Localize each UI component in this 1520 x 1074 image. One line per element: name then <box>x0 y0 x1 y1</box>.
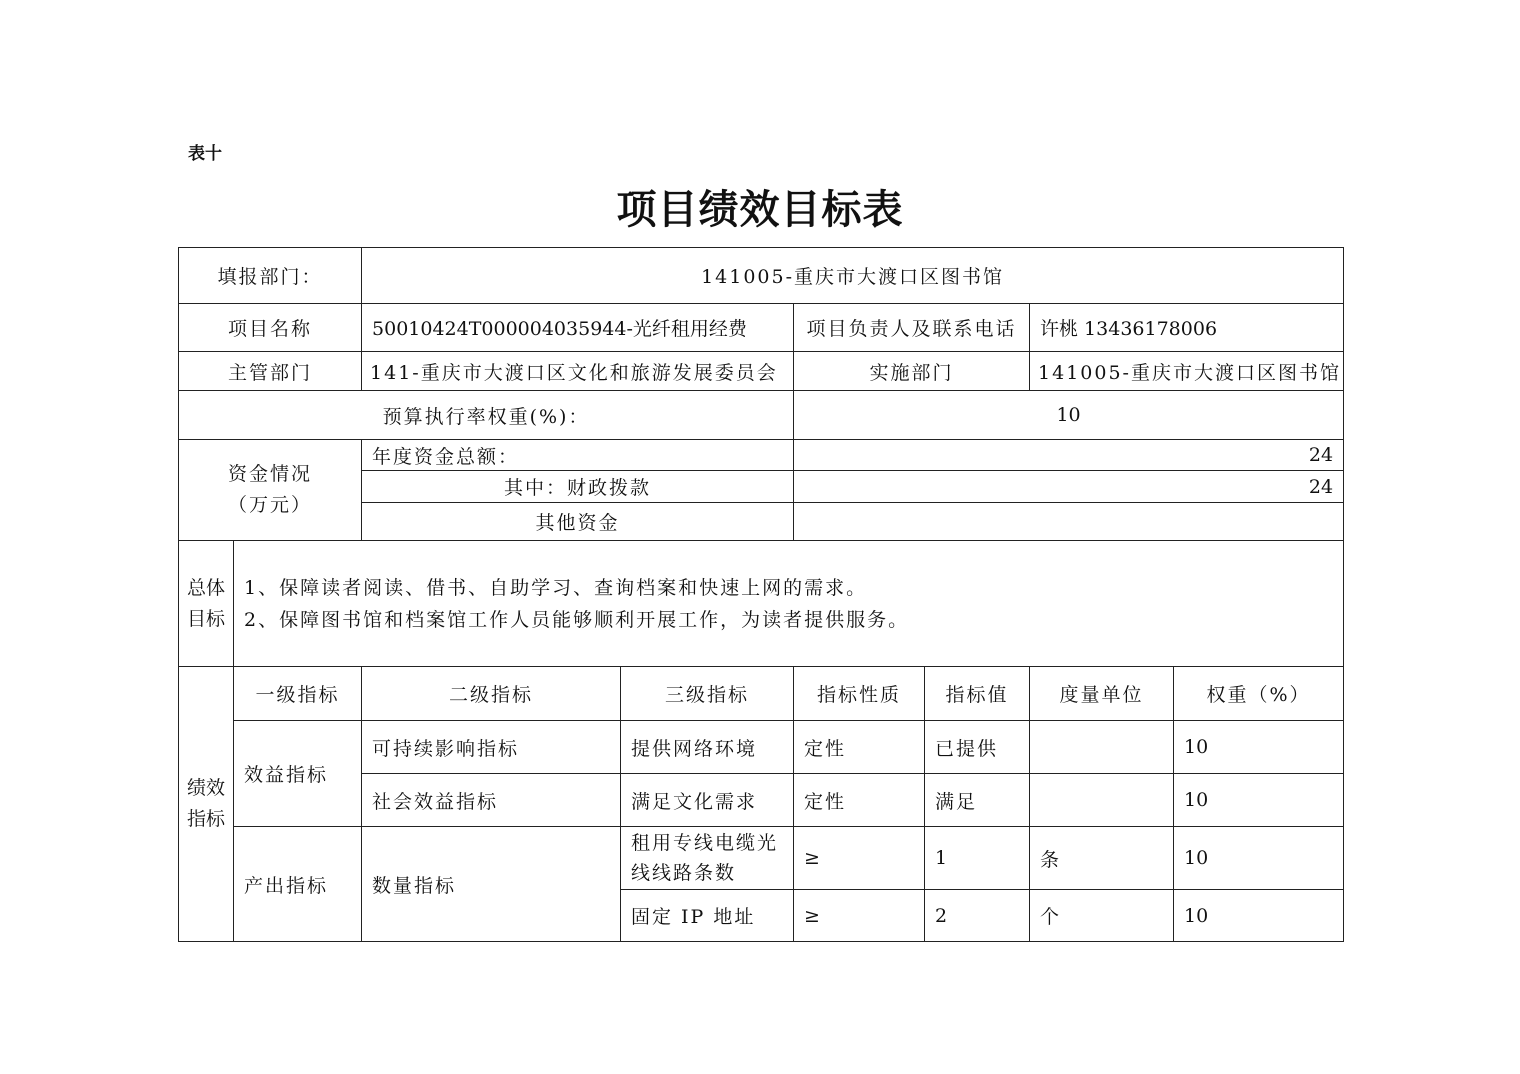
performance-target-table <box>178 247 1344 942</box>
row-nature: 定性 <box>794 721 925 774</box>
row-l2: 数量指标 <box>362 827 621 942</box>
overall-goal-line2: 2、保障图书馆和档案馆工作人员能够顺利开展工作，为读者提供服务。 <box>244 608 910 631</box>
supervisor-dept-label: 主管部门 <box>179 352 362 391</box>
header-l2: 二级指标 <box>362 667 621 721</box>
row-nature: 定性 <box>794 774 925 827</box>
funds-label-line1: 资金情况 <box>228 463 313 485</box>
row-nature: ≥ <box>794 827 925 890</box>
project-owner-label: 项目负责人及联系电话 <box>794 304 1030 352</box>
report-dept-value: 141005-重庆市大渡口区图书馆 <box>362 248 1344 304</box>
impl-dept-label: 实施部门 <box>794 352 1030 391</box>
header-nature: 指标性质 <box>794 667 925 721</box>
funds-total-label: 年度资金总额： <box>362 440 794 471</box>
report-dept-label: 填报部门： <box>179 248 362 304</box>
table-tag: 表十 <box>188 144 222 164</box>
row-unit <box>1030 774 1174 827</box>
row-value: 1 <box>925 827 1030 890</box>
row-unit <box>1030 721 1174 774</box>
overall-goal-line1: 1、保障读者阅读、借书、自助学习、查询档案和快速上网的需求。 <box>244 576 868 599</box>
funds-total-value: 24 <box>794 440 1344 471</box>
project-name-label: 项目名称 <box>179 304 362 352</box>
budget-weight-value: 10 <box>794 391 1344 440</box>
header-weight: 权重（%） <box>1174 667 1344 721</box>
table-row <box>179 827 1344 890</box>
row-weight: 10 <box>1174 721 1344 774</box>
row-weight: 10 <box>1174 890 1344 942</box>
row-l1: 效益指标 <box>234 721 362 827</box>
row-weight: 10 <box>1174 827 1344 890</box>
funds-label-line2: （万元） <box>228 494 313 516</box>
funds-fiscal-value: 24 <box>794 471 1344 503</box>
row-l3: 固定 IP 地址 <box>621 890 794 942</box>
row-l3: 租用专线电缆光线线路条数 <box>621 827 794 890</box>
header-l1: 一级指标 <box>234 667 362 721</box>
row-weight: 10 <box>1174 774 1344 827</box>
row-nature: ≥ <box>794 890 925 942</box>
indicators-label: 绩效指标 <box>179 667 234 942</box>
project-name-value: 50010424T000004035944-光纤租用经费 <box>362 304 794 352</box>
supervisor-dept-value: 141-重庆市大渡口区文化和旅游发展委员会 <box>362 352 794 391</box>
page-title: 项目绩效目标表 <box>616 186 904 233</box>
header-unit: 度量单位 <box>1030 667 1174 721</box>
row-unit: 条 <box>1030 827 1174 890</box>
budget-weight-label: 预算执行率权重(%)： <box>179 391 794 440</box>
impl-dept-value: 141005-重庆市大渡口区图书馆 <box>1030 352 1344 391</box>
row-value: 满足 <box>925 774 1030 827</box>
project-owner-value: 许桃 13436178006 <box>1030 304 1344 352</box>
row-l3: 满足文化需求 <box>621 774 794 827</box>
row-value: 已提供 <box>925 721 1030 774</box>
overall-goal-label: 总体目标 <box>179 541 234 667</box>
funds-other-label: 其他资金 <box>362 503 794 541</box>
overall-goal-content <box>234 541 1344 667</box>
funds-other-value <box>794 503 1344 541</box>
row-l2: 可持续影响指标 <box>362 721 621 774</box>
row-value: 2 <box>925 890 1030 942</box>
funds-fiscal-label: 其中：财政拨款 <box>362 471 794 503</box>
funds-label <box>179 440 362 541</box>
row-l2: 社会效益指标 <box>362 774 621 827</box>
row-l3: 提供网络环境 <box>621 721 794 774</box>
header-value: 指标值 <box>925 667 1030 721</box>
table-row <box>179 721 1344 774</box>
row-unit: 个 <box>1030 890 1174 942</box>
row-l1: 产出指标 <box>234 827 362 942</box>
header-l3: 三级指标 <box>621 667 794 721</box>
